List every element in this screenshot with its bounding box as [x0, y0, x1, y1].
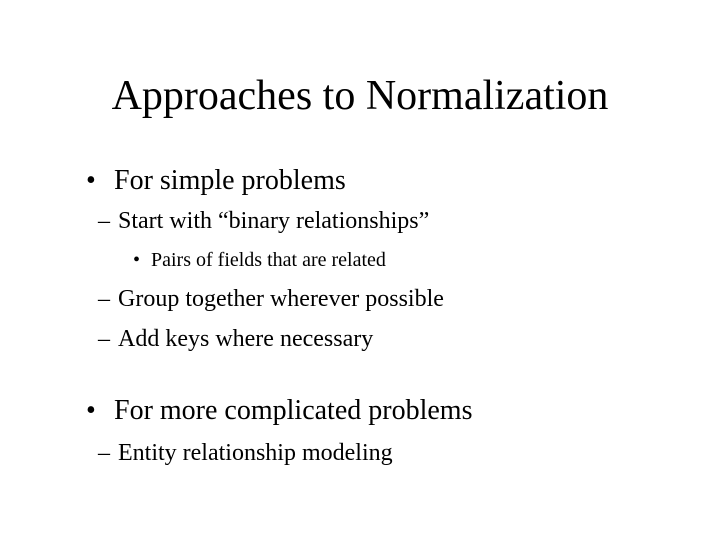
dash-marker: – [98, 208, 110, 234]
bullet-level2-binary-relationships [98, 206, 429, 236]
bullet-level1-simple-problems [86, 163, 346, 199]
bullet-marker: • [86, 395, 96, 426]
bullet-level2-add-keys [98, 324, 373, 354]
bullet-level3-pairs-of-fields [133, 248, 386, 272]
bullet-marker: • [133, 249, 141, 271]
bullet-text: Add keys where necessary [118, 326, 374, 352]
bullet-level2-entity-relationship [98, 438, 393, 468]
dash-marker: – [98, 286, 110, 312]
dash-marker: – [98, 440, 110, 466]
bullet-text: Pairs of fields that are related [151, 249, 386, 271]
slide-title: Approaches to Normalization [111, 73, 609, 119]
bullet-text: Group together wherever possible [118, 286, 444, 312]
bullet-text: Start with “binary relationships” [118, 208, 430, 234]
dash-marker: – [98, 326, 110, 352]
bullet-marker: • [86, 165, 96, 196]
bullet-level2-group-together [98, 284, 444, 314]
bullet-level1-complicated-problems [86, 393, 472, 429]
bullet-text: Entity relationship modeling [118, 440, 393, 466]
bullet-text: For simple problems [114, 165, 346, 196]
bullet-text: For more complicated problems [114, 395, 473, 426]
